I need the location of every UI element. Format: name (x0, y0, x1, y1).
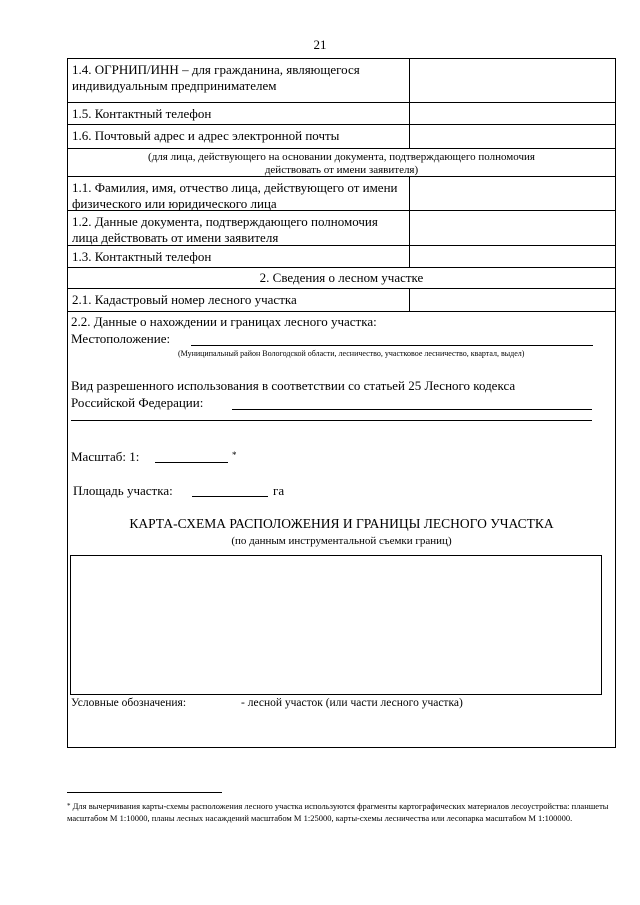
legend-item: - лесной участок (или части лесного участка) (241, 697, 463, 709)
footnote-text: Для вычерчивания карты-схемы расположения лесного участка используются фрагменты картографических материалов лесоустройства: планшеты масштабом М 1:10000, планы лесных насаждений масштабом М 1:25000, карты-схемы лесничества или лесопарка масштабом М 1:100000. (67, 801, 609, 823)
location-field-line (191, 345, 593, 346)
row-rep-document-label: 1.2. Данные документа, подтверждающего полномочия лица действовать от имени заявителя (68, 211, 410, 245)
footnote-separator (67, 792, 222, 793)
row-ogrnip-label: 1.4. ОГРНИП/ИНН – для гражданина, являющегося индивидуальным предпринимателем (68, 59, 410, 102)
row-address-label: 1.6. Почтовый адрес и адрес электронной почты (68, 125, 410, 148)
usage-line1: Вид разрешенного использования в соответствии со статьей 25 Лесного кодекса (71, 378, 516, 393)
row-rep-name-label: 1.1. Фамилия, имя, отчество лица, действующего от имени физического или юридического лица (68, 177, 410, 210)
area-label: Площадь участка: (73, 483, 173, 498)
usage-extra-line (71, 420, 592, 421)
section22-heading: 2.2. Данные о нахождении и границах лесного участка: (71, 314, 377, 329)
scale-field-line (155, 462, 228, 463)
legend-label: Условные обозначения: (71, 697, 187, 709)
row-section2 (68, 268, 615, 289)
usage-field-line (232, 409, 592, 410)
representative-note: (для лица, действующего на основании документа, подтверждающего полномочия действовать от имени заявителя) (148, 151, 535, 176)
scale-footnote-mark: * (232, 450, 237, 460)
footnote-mark: * (67, 802, 71, 810)
row-cadastral (68, 289, 615, 312)
row-representative-note (68, 149, 615, 177)
scale-label: Масштаб: 1: (71, 449, 140, 464)
usage-line2: Российской Федерации: (71, 395, 204, 410)
row-address (68, 125, 615, 149)
section2-heading: 2. Сведения о лесном участке (259, 270, 424, 285)
location-hint: (Муниципальный район Вологодской области, лесничество, участковое лесничество, квартал, выдел) (178, 349, 525, 358)
page-number: 21 (313, 37, 327, 52)
row-rep-document (68, 211, 615, 246)
row-rep-phone (68, 246, 615, 268)
map-title: КАРТА-СХЕМА РАСПОЛОЖЕНИЯ И ГРАНИЦЫ ЛЕСНОГО УЧАСТКА (129, 516, 554, 531)
map-subtitle: (по данным инструментальной съемки границ) (231, 535, 452, 547)
area-field-line (192, 496, 268, 497)
location-label: Местоположение: (71, 331, 171, 346)
footnote (67, 800, 616, 824)
row-rep-phone-label: 1.3. Контактный телефон (68, 246, 410, 267)
map-scheme-box (70, 555, 602, 695)
row-rep-name (68, 177, 615, 211)
area-unit: га (273, 483, 285, 498)
row-phone (68, 103, 615, 125)
row-phone-label: 1.5. Контактный телефон (68, 103, 410, 124)
row-ogrnip (68, 59, 615, 103)
row-cadastral-label: 2.1. Кадастровый номер лесного участка (68, 289, 410, 311)
